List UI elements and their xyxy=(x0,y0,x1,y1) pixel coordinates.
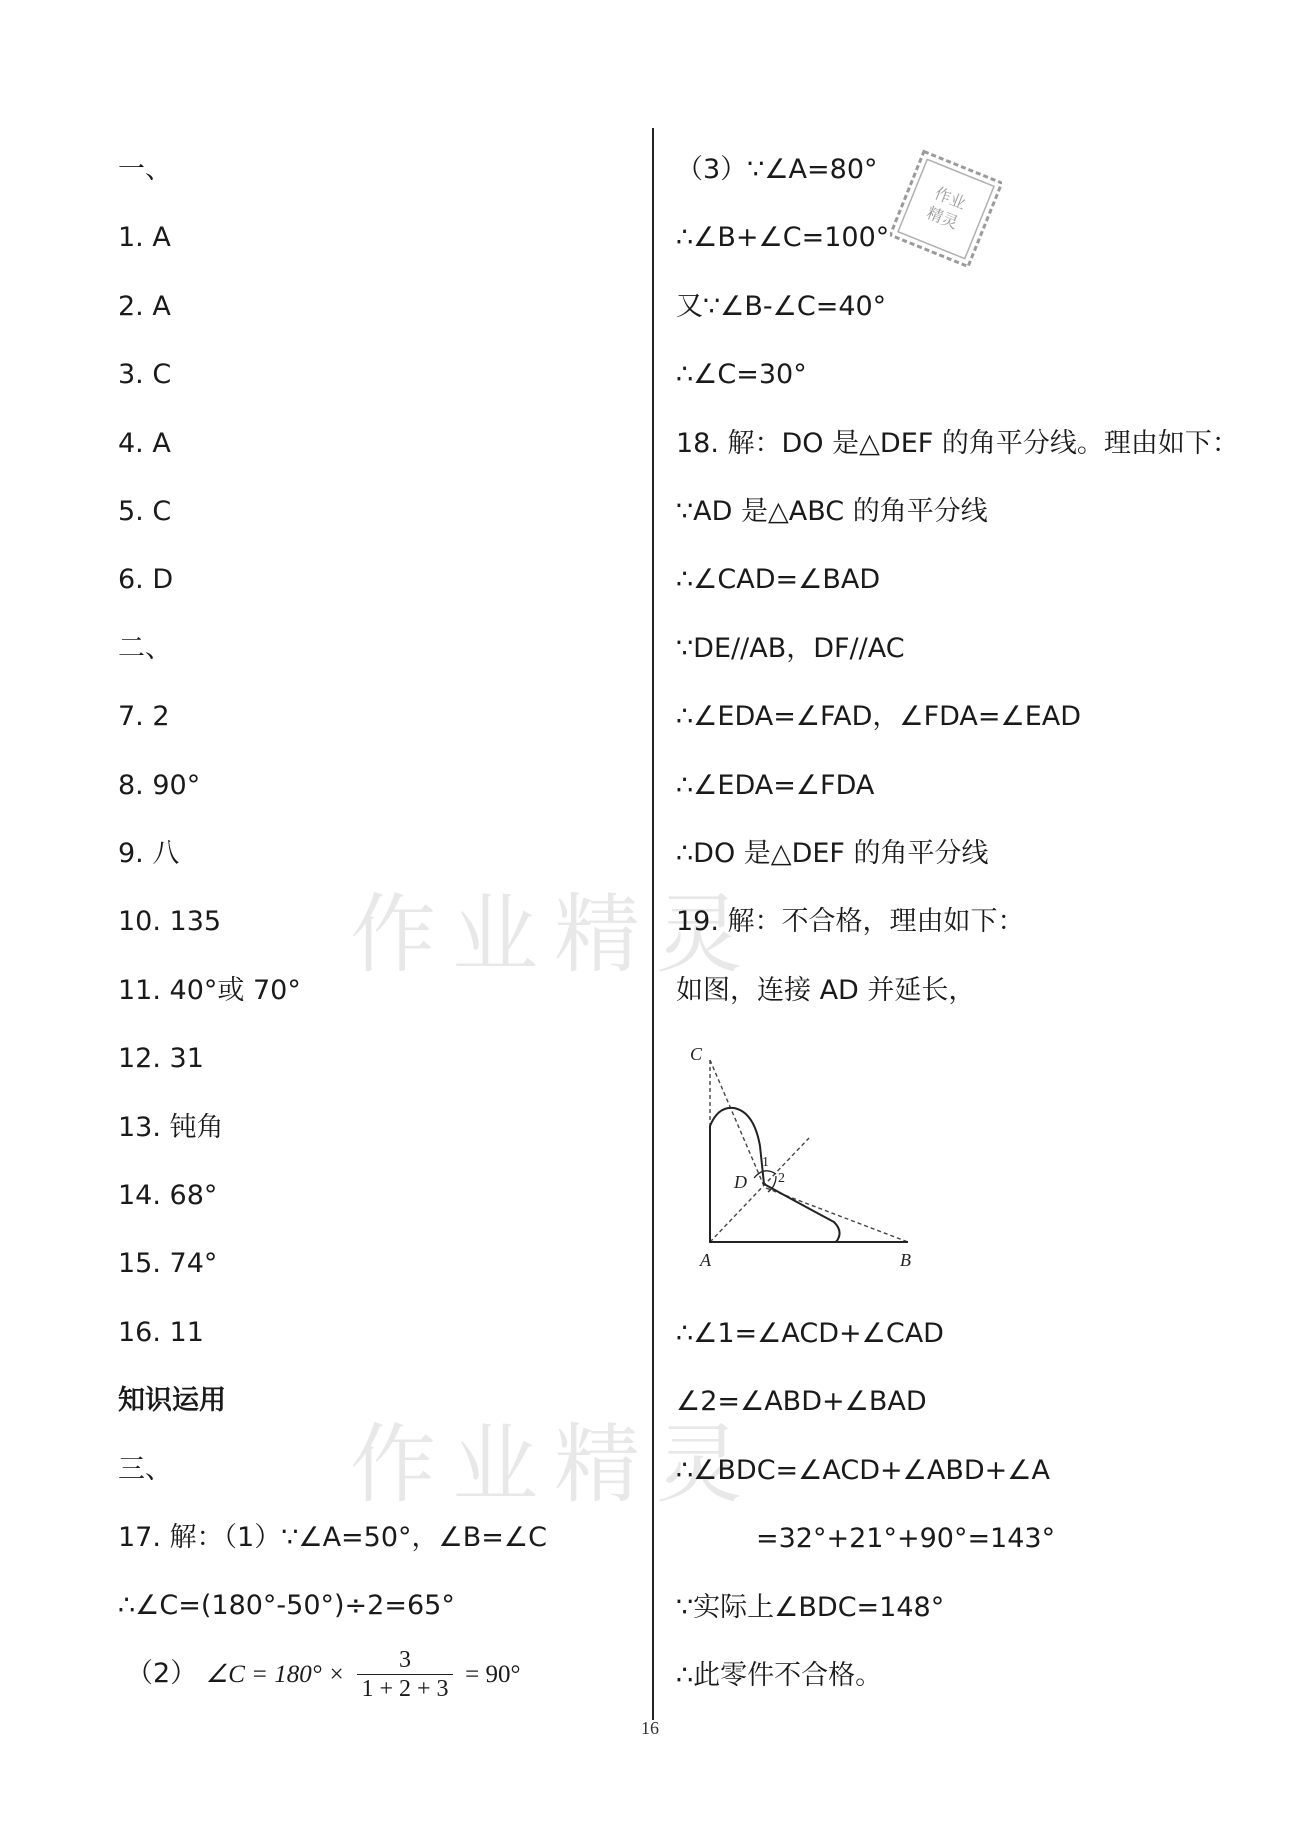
text-line: 2. A xyxy=(118,290,171,322)
text-line: 知识运用 xyxy=(118,1385,226,1417)
figure-label-2: 2 xyxy=(778,1171,785,1186)
text-line: ∴∠C=30° xyxy=(676,359,807,391)
text-line: =32°+21°+90°=143° xyxy=(756,1523,1056,1555)
svg-text:作业: 作业 xyxy=(931,183,969,214)
text-line: 6. D xyxy=(118,564,174,596)
text-line: （3）∵∠A=80° xyxy=(676,154,878,185)
text-line: 16. 11 xyxy=(118,1316,204,1348)
text-line: 14. 68° xyxy=(118,1180,218,1211)
text-line: ∴∠B+∠C=100° xyxy=(676,222,890,254)
fraction-denominator: 1 + 2 + 3 xyxy=(357,1674,452,1703)
text-line: 如图，连接 AD 并延长， xyxy=(676,974,976,1006)
formula-rhs: = 90° xyxy=(465,1661,521,1688)
figure-label-C: C xyxy=(690,1046,703,1064)
text-line: ∴∠EDA=∠FAD，∠FDA=∠EAD xyxy=(676,701,1082,733)
text-line: 3. C xyxy=(118,359,172,391)
text-line: ∠2=∠ABD+∠BAD xyxy=(676,1386,927,1418)
watermark: 作业精灵 xyxy=(350,885,758,985)
stamp-logo-icon xyxy=(890,148,1002,270)
text-line: 二、 xyxy=(118,632,172,664)
formula-line xyxy=(126,1644,520,1705)
fraction-numerator: 3 xyxy=(398,1647,411,1673)
text-line: 三、 xyxy=(118,1453,172,1485)
geometry-figure xyxy=(684,1046,924,1276)
text-line: 4. A xyxy=(118,427,171,459)
text-line: 12. 31 xyxy=(118,1043,204,1075)
text-line: ∵DE//AB，DF//AC xyxy=(676,632,905,664)
svg-text:精灵: 精灵 xyxy=(924,203,961,233)
figure-label-D: D xyxy=(734,1172,747,1192)
text-line: ∴∠1=∠ACD+∠CAD xyxy=(676,1318,944,1349)
text-line: ∵实际上∠BDC=148° xyxy=(676,1591,945,1623)
text-line: 13. 钝角 xyxy=(118,1111,224,1143)
page-number: 16 xyxy=(641,1718,659,1738)
text-line: 18. 解：DO 是△DEF 的角平分线。理由如下： xyxy=(676,427,1239,459)
text-line: 8. 90° xyxy=(118,769,201,801)
text-line: 11. 40°或 70° xyxy=(118,974,301,1006)
text-line: 又∵∠B-∠C=40° xyxy=(676,290,887,322)
text-line: ∴DO 是△DEF 的角平分线 xyxy=(676,838,989,869)
text-line: ∴∠C=(180°-50°)÷2=65° xyxy=(118,1590,455,1622)
text-line: 15. 74° xyxy=(118,1248,218,1280)
text-line: 17. 解：（1）∵∠A=50°，∠B=∠C xyxy=(118,1522,547,1553)
text-line: 1. A xyxy=(118,222,171,254)
figure-label-A: A xyxy=(700,1250,711,1270)
text-line: ∴∠BDC=∠ACD+∠ABD+∠A xyxy=(676,1454,1050,1486)
text-line: 19. 解：不合格，理由如下： xyxy=(676,906,1025,938)
text-line: 10. 135 xyxy=(118,906,222,938)
text-line: 9. 八 xyxy=(118,838,180,869)
text-line: ∴此零件不合格。 xyxy=(676,1660,883,1691)
figure-label-1: 1 xyxy=(762,1155,769,1170)
text-line: 7. 2 xyxy=(118,701,170,733)
formula-prefix: （2） xyxy=(126,1658,198,1689)
watermark: 作业精灵 xyxy=(350,1415,758,1515)
fraction xyxy=(357,1646,452,1703)
text-line: 5. C xyxy=(118,496,172,527)
text-line: ∴∠EDA=∠FDA xyxy=(676,769,875,801)
text-line: ∵AD 是△ABC 的角平分线 xyxy=(676,496,988,527)
text-line: ∴∠CAD=∠BAD xyxy=(676,564,881,596)
column-divider xyxy=(652,128,654,1720)
figure-label-B: B xyxy=(900,1250,911,1270)
text-line: 一、 xyxy=(118,154,172,185)
formula-lhs: ∠C = 180° × xyxy=(205,1661,345,1688)
